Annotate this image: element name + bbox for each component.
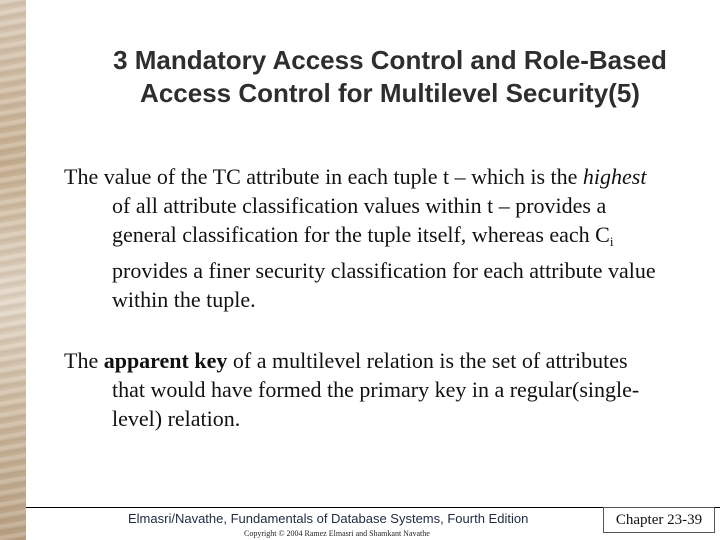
footer-source: Elmasri/Navathe, Fundamentals of Database Systems, Fourth Edition	[128, 511, 529, 526]
apparent-key-term: apparent key	[103, 348, 228, 373]
paragraph-apparent-key	[64, 346, 660, 433]
footer-copyright: Copyright © 2004 Ramez Elmasri and Shamkant Navathe	[244, 529, 430, 538]
paragraph-2-text-a: The	[64, 348, 104, 373]
slide-title: 3 Mandatory Access Control and Role-Based Access Control for Multilevel Security(5)	[113, 45, 667, 108]
highest-emphasis: highest	[582, 164, 647, 189]
paragraph-tc-attribute	[64, 162, 660, 314]
slide-body	[64, 162, 660, 433]
chapter-page-label: Chapter 23-39	[603, 507, 715, 533]
subscript-i: i	[609, 234, 614, 249]
paragraph-2-text-b: of a multilevel relation is the set of attributes that would have formed the primary key in a regular(single-level) relation.	[112, 348, 640, 431]
paragraph-1-text-a: The value of the TC attribute in each tuple t – which is the	[64, 164, 583, 189]
decorative-sand-strip	[0, 0, 26, 540]
paragraph-1-text-b: of all attribute classification values within t – provides a general classification for the tuple itself, whereas each C	[112, 193, 610, 247]
paragraph-1-text-c: provides a finer security classification for each attribute value within the tuple.	[112, 258, 656, 312]
